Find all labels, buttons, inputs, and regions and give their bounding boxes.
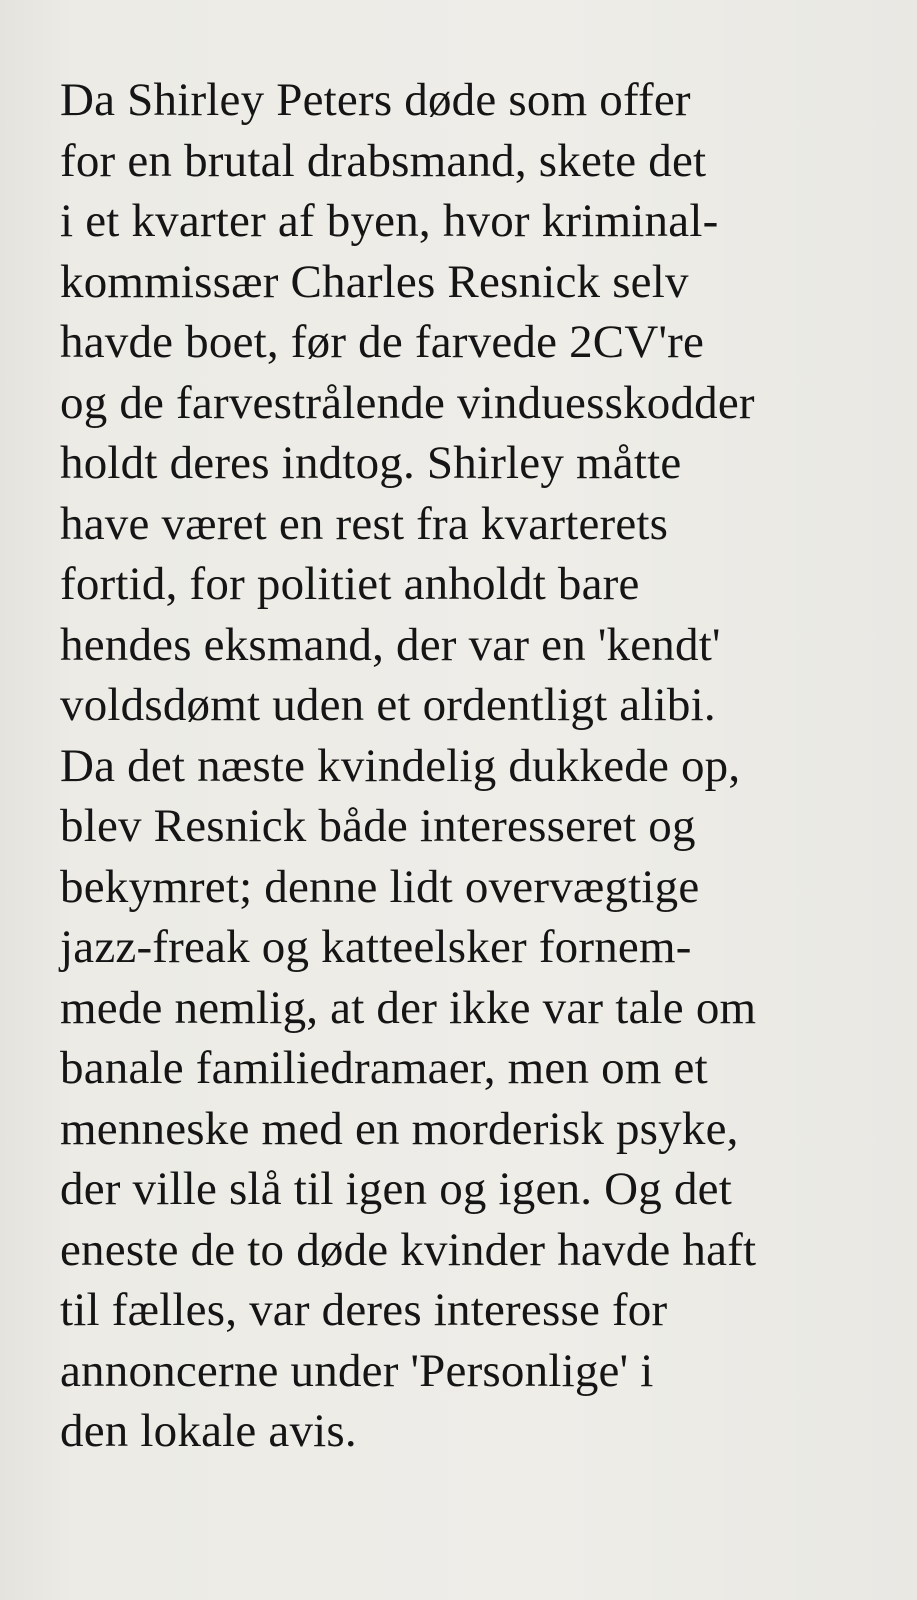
blurb-line: og de farvestrålende vinduesskodder (60, 376, 755, 429)
blurb-line: fortid, for politiet anholdt bare (60, 558, 640, 610)
blurb-line: menneske med en morderisk psyke, (60, 1102, 739, 1155)
blurb-line: havde boet, før de farvede 2CV're (60, 316, 705, 368)
blurb-line: eneste de to døde kvinder havde haft (60, 1223, 757, 1276)
blurb-line: jazz-freak og katteelsker fornem- (60, 921, 692, 973)
blurb-line: den lokale avis. (60, 1405, 357, 1457)
blurb-line: have været en rest fra kvarterets (60, 497, 669, 550)
blurb-line: holdt deres indtog. Shirley måtte (60, 437, 682, 489)
blurb-line: kommissær Charles Resnick selv (60, 255, 689, 308)
blurb-line: i et kvarter af byen, hvor kriminal- (60, 195, 719, 247)
blurb-line: der ville slå til igen og igen. Og det (60, 1163, 732, 1215)
blurb-line: banale familiedramaer, men om et (60, 1042, 708, 1094)
blurb-line: blev Resnick både interesseret og (60, 800, 696, 852)
blurb-line: Da det næste kvindelig dukkede op, (60, 739, 741, 792)
blurb-line: til fælles, var deres interesse for (60, 1284, 668, 1336)
blurb-line: for en brutal drabsmand, skete det (60, 134, 707, 187)
blurb-text (60, 70, 880, 1462)
blurb-line: hendes eksmand, der var en 'kendt' (60, 618, 721, 671)
blurb-line: annoncerne under 'Personlige' i (60, 1344, 654, 1397)
blurb-line: bekymret; denne lidt overvægtige (60, 860, 700, 913)
blurb-line: Da Shirley Peters døde som offer (60, 74, 691, 126)
blurb-line: voldsdømt uden et ordentligt alibi. (60, 679, 716, 731)
blurb-line: mede nemlig, at der ikke var tale om (60, 981, 757, 1034)
